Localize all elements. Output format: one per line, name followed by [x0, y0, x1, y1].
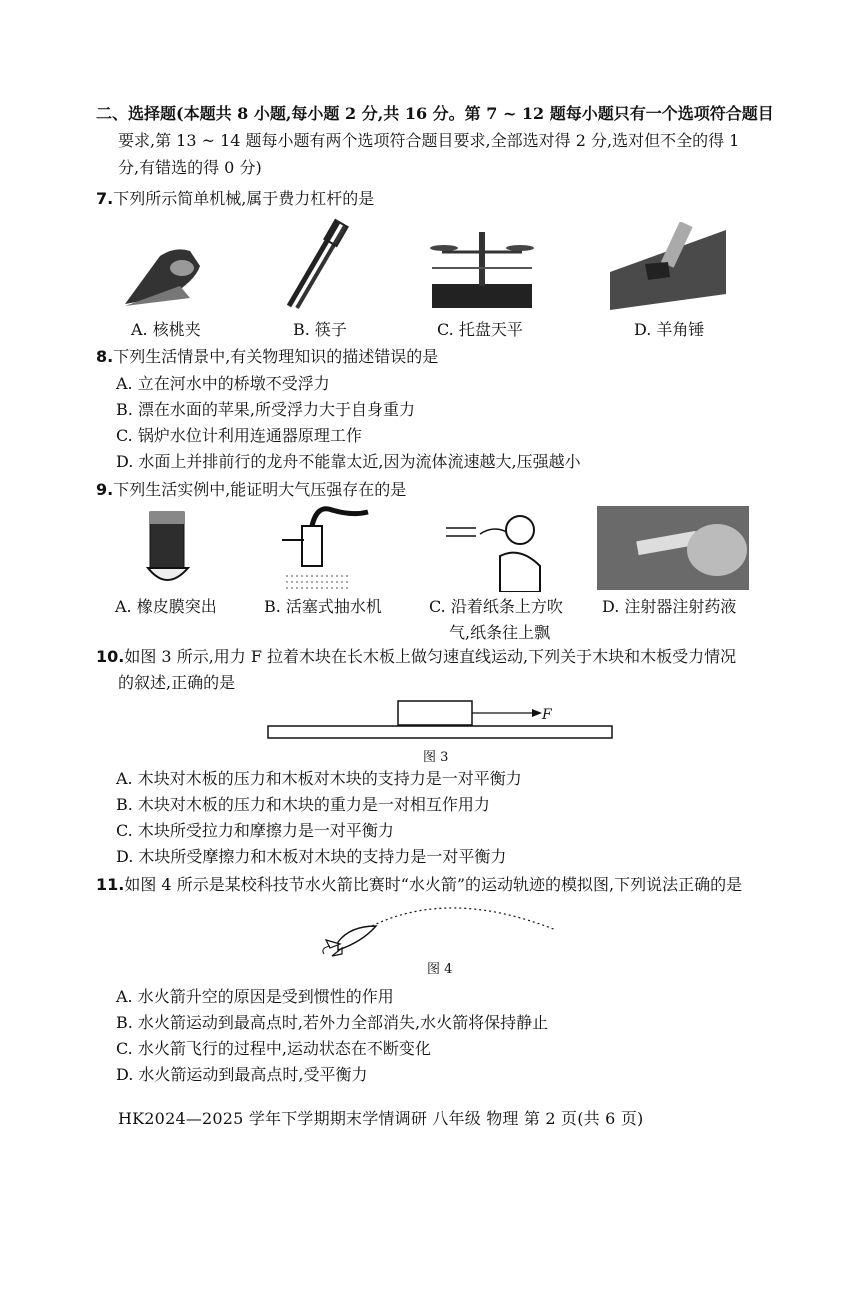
- q10-option-c: C. 木块所受拉力和摩擦力是一对平衡力: [116, 821, 394, 840]
- rubber-membrane-image: [140, 510, 196, 590]
- q10-option-a: A. 木块对木板的压力和木板对木块的支持力是一对平衡力: [116, 769, 522, 788]
- question-9: [96, 479, 406, 501]
- q7-option-b: B. 筷子: [293, 320, 347, 339]
- q11-option-a: A. 水火箭升空的原因是受到惯性的作用: [116, 987, 394, 1006]
- figure-4-rocket-trajectory: [320, 896, 560, 960]
- question-stem: 下列所示简单机械,属于费力杠杆的是: [113, 189, 375, 208]
- q8-option-c: C. 锅炉水位计利用连通器原理工作: [116, 426, 362, 445]
- q10-option-b: B. 木块对木板的压力和木块的重力是一对相互作用力: [116, 795, 490, 814]
- q7-option-c: C. 托盘天平: [437, 320, 523, 339]
- long-board: [268, 726, 612, 738]
- q10-option-d: D. 木块所受摩擦力和木板对木块的支持力是一对平衡力: [116, 847, 507, 866]
- question-10-stem-line2: 的叙述,正确的是: [118, 673, 236, 692]
- question-stem: 如图 3 所示,用力 F 拉着木块在长木板上做匀速直线运动,下列关于木块和木板受力情况: [124, 647, 737, 666]
- figure-4-caption: 图 4: [427, 962, 453, 977]
- q9-option-d: D. 注射器注射药液: [602, 597, 737, 616]
- water-rocket-icon: [323, 926, 376, 956]
- question-stem: 下列生活情景中,有关物理知识的描述错误的是: [113, 347, 439, 366]
- question-number: 10.: [96, 647, 125, 666]
- force-arrow-head: [532, 709, 542, 717]
- q9-option-c: C. 沿着纸条上方吹: [429, 597, 563, 616]
- section-heading-line1: 二、选择题(本题共 8 小题,每小题 2 分,共 16 分。第 7 ~ 12 题每小题只有一个选项符合题目: [96, 104, 774, 123]
- wood-block: [398, 701, 472, 725]
- q9-option-b: B. 活塞式抽水机: [264, 597, 382, 616]
- q8-option-a: A. 立在河水中的桥墩不受浮力: [116, 374, 330, 393]
- figure-3-diagram: [266, 700, 616, 742]
- syringe-injection-image: [597, 506, 749, 590]
- question-7: [96, 188, 374, 210]
- chopsticks-image: [283, 218, 355, 310]
- page-footer: HK2024—2025 学年下学期期末学情调研 八年级 物理 第 2 页(共 6 页): [118, 1109, 644, 1128]
- figure-3-caption: 图 3: [423, 750, 449, 765]
- q9-option-a: A. 橡皮膜突出: [115, 597, 217, 616]
- section-heading-line3: 分,有错选的得 0 分): [118, 158, 262, 177]
- claw-hammer-image: [610, 222, 726, 312]
- q11-option-d: D. 水火箭运动到最高点时,受平衡力: [116, 1065, 368, 1084]
- q9-option-c-line2: 气,纸条往上飘: [449, 623, 551, 642]
- question-number: 11.: [96, 875, 125, 894]
- q11-option-b: B. 水火箭运动到最高点时,若外力全部消失,水火箭将保持静止: [116, 1013, 549, 1032]
- force-label: F: [542, 707, 552, 723]
- piston-pump-image: [272, 506, 372, 592]
- walnut-cracker-image: [120, 226, 204, 312]
- question-8: [96, 346, 438, 368]
- q7-option-a: A. 核桃夹: [131, 320, 201, 339]
- q8-option-b: B. 漂在水面的苹果,所受浮力大于自身重力: [116, 400, 416, 419]
- question-10: [96, 646, 736, 668]
- question-number: 9.: [96, 480, 114, 499]
- blowing-paper-image: [440, 506, 546, 592]
- q11-option-c: C. 水火箭飞行的过程中,运动状态在不断变化: [116, 1039, 431, 1058]
- q7-option-d: D. 羊角锤: [634, 320, 705, 339]
- question-number: 7.: [96, 189, 114, 208]
- section-heading-line2: 要求,第 13 ~ 14 题每小题有两个选项符合题目要求,全部选对得 2 分,选对但不全的得 1: [118, 131, 740, 150]
- q8-option-d: D. 水面上并排前行的龙舟不能靠太近,因为流体流速越大,压强越小: [116, 452, 581, 471]
- question-stem: 如图 4 所示是某校科技节水火箭比赛时“水火箭”的运动轨迹的模拟图,下列说法正确的是: [124, 875, 743, 894]
- question-stem: 下列生活实例中,能证明大气压强存在的是: [113, 480, 407, 499]
- question-number: 8.: [96, 347, 114, 366]
- question-11: [96, 874, 742, 896]
- balance-scale-image: [422, 222, 542, 312]
- trajectory-path: [372, 908, 556, 930]
